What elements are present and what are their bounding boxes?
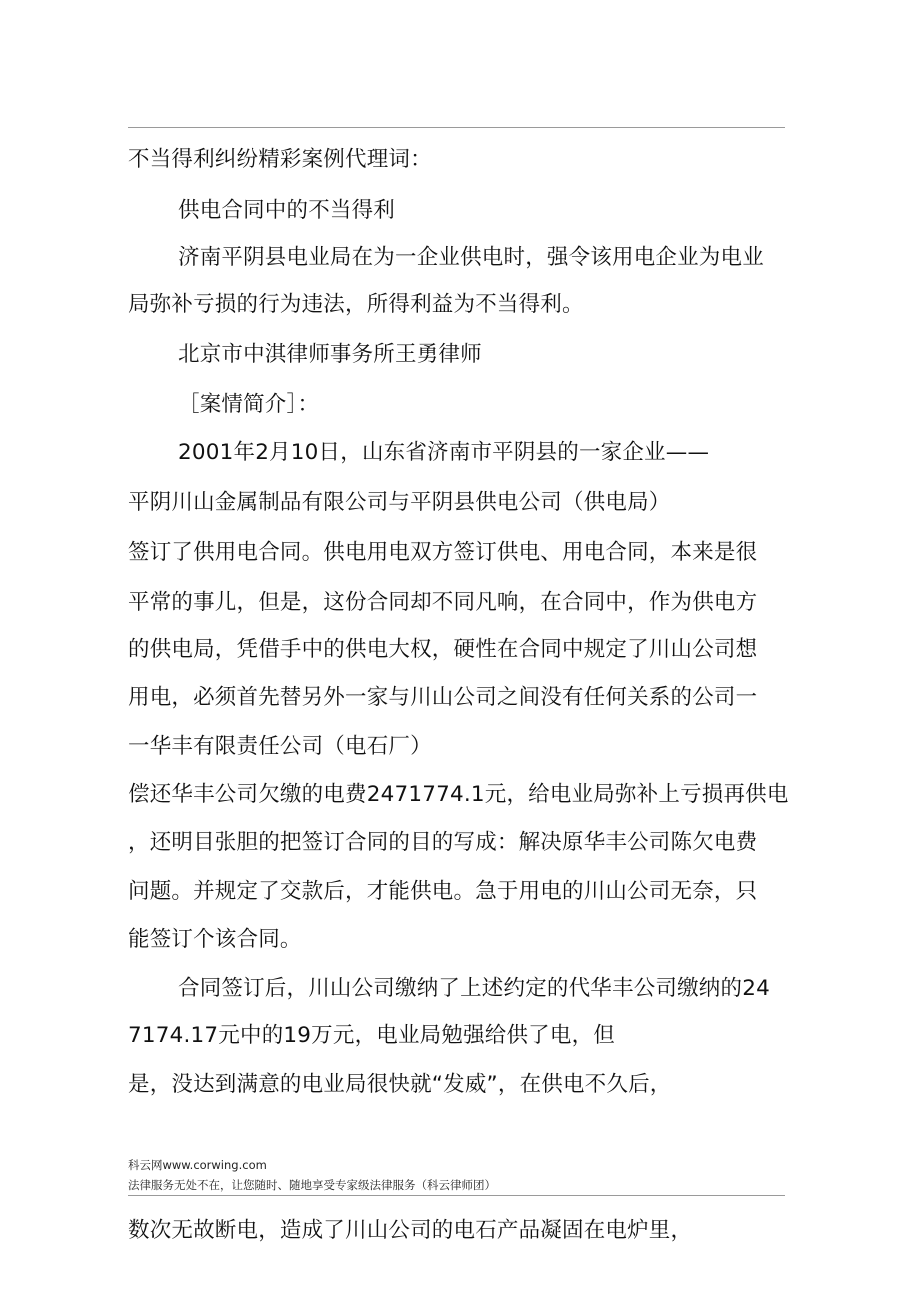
paragraph-line: 一华丰有限责任公司（电石厂） [128,734,432,759]
author-line: 北京市中淇律师事务所王勇律师 [178,342,482,367]
summary-line: 局弥补亏损的行为违法，所得利益为不当得利。 [128,292,584,317]
section-heading: 供电合同中的不当得利 [178,198,396,223]
summary-line: 济南平阴县电业局在为一企业供电时，强令该用电企业为电业 [178,245,764,270]
paragraph-line: 是，没达到满意的电业局很快就“发威”，在供电不久后， [128,1072,672,1097]
paragraph-line: 用电，必须首先替另外一家与川山公司之间没有任何关系的公司一 [128,685,758,710]
paragraph-line: 平常的事儿，但是，这份合同却不同凡响，在合同中，作为供电方 [128,590,758,615]
paragraph-line: 问题。并规定了交款后，才能供电。急于用电的川山公司无奈，只 [128,879,758,904]
paragraph-line: 7174.17元中的19万元，电业局勉强给供了电，但 [128,1023,615,1048]
header-rule [128,127,785,128]
paragraph-line: 合同签订后，川山公司缴纳了上述约定的代华丰公司缴纳的24 [178,976,770,1001]
paragraph-line: 偿还华丰公司欠缴的电费2471774.1元，给电业局弥补上亏损再供电 [128,782,789,807]
paragraph-line: 2001年2月10日，山东省济南市平阴县的一家企业—— [178,440,710,465]
footer-site: 科云网www.corwing.com [128,1158,267,1172]
footer-rule [128,1195,785,1196]
next-page-line: 数次无故断电，造成了川山公司的电石产品凝固在电炉里， [128,1218,693,1243]
paragraph-line: 签订了供用电合同。供电用电双方签订供电、用电合同，本来是很 [128,540,758,565]
paragraph-line: 的供电局，凭借手中的供电大权，硬性在合同中规定了川山公司想 [128,637,758,662]
paragraph-line: 能签订个该合同。 [128,927,302,952]
paragraph-line: ，还明目张胆的把签订合同的目的写成：解决原华丰公司陈欠电费 [128,830,758,855]
footer-slogan: 法律服务无处不在，让您随时、随地享受专家级法律服务（科云律师团） [128,1178,496,1192]
paragraph-line: 平阴川山金属制品有限公司与平阴县供电公司（供电局） [128,490,671,515]
case-heading: ［案情简介］： [178,392,320,417]
document-title: 不当得利纠纷精彩案例代理词： [128,147,432,172]
